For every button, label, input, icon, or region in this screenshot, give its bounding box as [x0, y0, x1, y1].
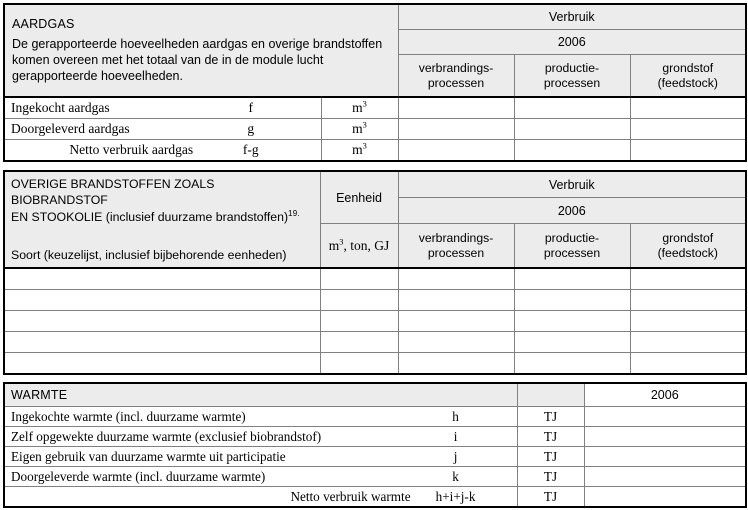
aardgas-row-unit: [321, 119, 398, 140]
overige-title-row: [4, 171, 746, 198]
aardgas-verbruik-header: Verbruik: [398, 4, 746, 30]
row-code: i: [453, 428, 458, 444]
table-row: [4, 467, 746, 487]
row-label-text: Netto verbruik warmte: [290, 488, 411, 504]
col-label-line2: processen: [427, 75, 485, 90]
col-label-line1: productie-: [544, 230, 600, 245]
table-row: [4, 447, 746, 467]
row-code: h: [452, 408, 459, 424]
overige-input-grondstof[interactable]: [630, 290, 746, 311]
overige-input-soort[interactable]: [4, 311, 320, 332]
warmte-row-label: [4, 447, 517, 467]
table-row: [4, 311, 746, 332]
table-row: [4, 487, 746, 508]
row-code: f-g: [242, 142, 259, 158]
row-label-text: Doorgeleverd aardgas: [11, 121, 130, 137]
warmte-row-unit: TJ: [517, 467, 584, 487]
overige-year-header: 2006: [398, 198, 746, 224]
overige-input-grondstof[interactable]: [630, 268, 746, 290]
overige-input-productie[interactable]: [514, 332, 630, 353]
aardgas-year-header: 2006: [398, 30, 746, 55]
warmte-input-value[interactable]: [584, 427, 746, 447]
overige-input-verbranding[interactable]: [398, 332, 514, 353]
warmte-unit-header-spacer: [517, 383, 584, 407]
aardgas-input-productie[interactable]: [514, 97, 630, 119]
unit-rest: , ton, GJ: [343, 237, 390, 253]
aardgas-col-productieprocessen: [514, 55, 630, 98]
overige-input-soort[interactable]: [4, 353, 320, 375]
table-row: [4, 353, 746, 375]
aardgas-description: De gerapporteerde hoeveelheden aardgas en overige brandstoffen komen overeen met het totaal van de in de module lucht gerapporteerde hoeveelheden.: [12, 37, 383, 84]
overige-input-eenheid[interactable]: [320, 311, 398, 332]
aardgas-input-productie[interactable]: [514, 140, 630, 162]
table-aardgas: [3, 3, 747, 162]
overige-input-soort[interactable]: [4, 332, 320, 353]
col-label-line2: (feedstock): [657, 75, 718, 90]
unit-base: m: [352, 142, 363, 158]
overige-input-grondstof[interactable]: [630, 332, 746, 353]
aardgas-title-cell: [4, 4, 398, 97]
warmte-row-label: [4, 487, 517, 508]
table-row: [4, 407, 746, 427]
aardgas-input-grondstof[interactable]: [630, 97, 746, 119]
overige-heading: [5, 172, 320, 226]
aardgas-input-verbranding[interactable]: [398, 97, 514, 119]
row-label-text: Zelf opgewekte duurzame warmte (exclusief biobrandstof): [11, 428, 322, 444]
col-label-line1: verbrandings-: [418, 61, 494, 75]
aardgas-row-unit: [321, 140, 398, 162]
overige-heading-line2-wrap: [11, 209, 314, 226]
table-row: [4, 140, 746, 162]
aardgas-input-grondstof[interactable]: [630, 119, 746, 140]
unit-exponent: 3: [362, 99, 367, 109]
aardgas-col-grondstof: [630, 55, 746, 98]
unit-exponent: 3: [362, 141, 367, 151]
warmte-input-value[interactable]: [584, 407, 746, 427]
table-row: [4, 290, 746, 311]
table-overige-brandstoffen: [3, 170, 747, 375]
warmte-heading: WARMTE: [4, 383, 517, 407]
table-row: [4, 268, 746, 290]
row-label-text: Doorgeleverde warmte (incl. duurzame warmte): [11, 468, 266, 484]
col-label-line1: productie-: [544, 61, 600, 75]
row-code: g: [247, 121, 255, 137]
overige-input-eenheid[interactable]: [320, 332, 398, 353]
overige-col-verbrandingsprocessen: [398, 224, 514, 269]
overige-soort-label: Soort (keuzelijst, inclusief bijbehorende eenheden): [11, 248, 287, 263]
overige-input-eenheid[interactable]: [320, 353, 398, 375]
aardgas-row-label: [4, 119, 321, 140]
row-label-text: Ingekocht aardgas: [11, 100, 110, 116]
aardgas-row-label: [4, 140, 321, 162]
overige-unit-list: [320, 224, 398, 269]
warmte-row-label: [4, 427, 517, 447]
aardgas-title-row: [4, 4, 746, 30]
overige-heading-line1: OVERIGE BRANDSTOFFEN ZOALS BIOBRANDSTOF: [11, 177, 215, 207]
col-label-line1: verbrandings-: [418, 230, 494, 245]
col-label-line1: grondstof: [662, 61, 714, 75]
unit-base: m: [328, 237, 340, 253]
col-label-line2: processen: [543, 75, 601, 90]
overige-input-verbranding[interactable]: [398, 290, 514, 311]
overige-verbruik-header: Verbruik: [398, 171, 746, 198]
table-row: [4, 427, 746, 447]
aardgas-heading: AARDGAS: [12, 17, 75, 32]
aardgas-col-verbrandingsprocessen: [398, 55, 514, 98]
warmte-input-value[interactable]: [584, 487, 746, 508]
aardgas-row-label: [4, 97, 321, 119]
overige-input-eenheid[interactable]: [320, 290, 398, 311]
warmte-year-header: 2006: [584, 383, 746, 407]
aardgas-input-verbranding[interactable]: [398, 140, 514, 162]
warmte-input-value[interactable]: [584, 467, 746, 487]
row-code: h+i+j-k: [435, 488, 476, 504]
warmte-row-unit: TJ: [517, 487, 584, 508]
overige-eenheid-header: Eenheid: [320, 171, 398, 224]
col-label-line1: grondstof: [662, 230, 714, 245]
overige-input-productie[interactable]: [514, 290, 630, 311]
overige-input-productie[interactable]: [514, 311, 630, 332]
table-row: [4, 97, 746, 119]
warmte-row-unit: TJ: [517, 447, 584, 467]
warmte-row-label: [4, 467, 517, 487]
aardgas-input-productie[interactable]: [514, 119, 630, 140]
aardgas-input-verbranding[interactable]: [398, 119, 514, 140]
warmte-header-row: [4, 383, 746, 407]
overige-col-grondstof: [630, 224, 746, 269]
aardgas-row-unit: [321, 97, 398, 119]
table-warmte: [3, 382, 747, 508]
row-code: k: [452, 468, 459, 484]
table-row: [4, 119, 746, 140]
overige-input-verbranding[interactable]: [398, 268, 514, 290]
overige-input-verbranding[interactable]: [398, 353, 514, 375]
aardgas-input-grondstof[interactable]: [630, 140, 746, 162]
row-label-text: Netto verbruik aardgas: [69, 142, 194, 158]
overige-col-productieprocessen: [514, 224, 630, 269]
unit-exponent: 3: [339, 237, 344, 247]
row-label-text: Eigen gebruik van duurzame warmte uit participatie: [11, 448, 286, 464]
table-row: [4, 332, 746, 353]
overige-heading-footnote: 19.: [288, 208, 301, 218]
col-label-line2: processen: [543, 245, 601, 260]
overige-input-productie[interactable]: [514, 353, 630, 375]
warmte-row-unit: TJ: [517, 407, 584, 427]
overige-input-productie[interactable]: [514, 268, 630, 290]
col-label-line2: processen: [427, 245, 485, 260]
warmte-row-label: [4, 407, 517, 427]
col-label-line2: (feedstock): [657, 245, 718, 260]
overige-input-soort[interactable]: [4, 268, 320, 290]
unit-base: m: [352, 100, 363, 116]
overige-heading-line2: EN STOOKOLIE (inclusief duurzame brandstoffen): [11, 210, 289, 225]
unit-exponent: 3: [362, 120, 367, 130]
warmte-input-value[interactable]: [584, 447, 746, 467]
unit-base: m: [352, 121, 363, 137]
overige-input-grondstof[interactable]: [630, 353, 746, 375]
overige-title-cell: [4, 171, 320, 268]
row-code: f: [248, 100, 253, 116]
overige-input-soort[interactable]: [4, 290, 320, 311]
overige-input-eenheid[interactable]: [320, 268, 398, 290]
row-label-text: Ingekochte warmte (incl. duurzame warmte): [11, 408, 246, 424]
overige-input-grondstof[interactable]: [630, 311, 746, 332]
row-code: j: [453, 448, 458, 464]
overige-input-verbranding[interactable]: [398, 311, 514, 332]
warmte-row-unit: TJ: [517, 427, 584, 447]
